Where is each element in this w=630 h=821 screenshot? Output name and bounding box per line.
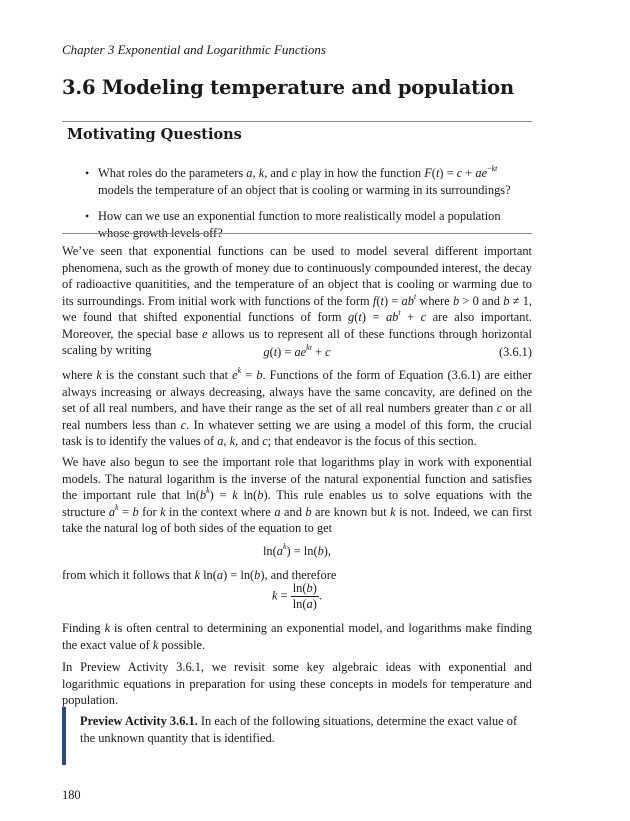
preview-activity-text	[80, 713, 520, 746]
paragraph-4: from which it follows that k ln(a) = ln(b), and therefore	[62, 568, 337, 582]
preview-activity-label: Preview Activity 3.6.1.	[80, 714, 198, 728]
preview-activity-box	[62, 707, 532, 765]
paragraph-6: In Preview Activity 3.6.1, we revisit some key algebraic ideas with exponential and logarithmic equations in preparation for using these concepts in models for temperature and population.	[62, 660, 532, 707]
paragraph-5: Finding k is often central to determining an exponential model, and logarithms make finding the exact value of k possible.	[62, 621, 532, 652]
bullet-icon: •	[85, 166, 90, 180]
list-item: • How can we use an exponential function to more realistically model a population whose growth levels off?	[85, 209, 501, 240]
motivating-questions-list	[62, 165, 532, 241]
preview-accent-bar	[62, 707, 66, 765]
motivating-questions-title: Motivating Questions	[67, 126, 242, 143]
preview-activity-body: In each of the following situations, determine the exact value of the unknown quantity that is identified.	[80, 714, 518, 745]
fraction: $\frac{\ln(b)}{\ln(a)}$	[292, 581, 317, 611]
page-number: 180	[62, 788, 81, 802]
paragraph-1: We’ve seen that exponential functions can be used to model several different important phenomena, such as the growth of money due to continuously compounded interest, the decay of radioactive quanitities, and the temperature of an object that is cooling or warming due to its surroundings. From initial work with functions of the form $f(t) = ab^t$ where b > 0 and b ≠ 1, we found that shifted exponential functions of form $g(t) = ab^t + c$ are also important. Moreover, the special base e allows us to represent all of these functions through horizontal scaling by writing	[62, 244, 533, 357]
list-item: • What roles do the parameters a, k, and c play in how the function $F(t) = c + ae^{-kt}$ models the temperature of an object that is cooling or warming in its surroundings?	[85, 164, 511, 197]
bullet-icon: •	[85, 209, 90, 223]
paragraph-2: where k is the constant such that $e^k = b$. Functions of the form of Equation (3.6.1) are either always increasing or always decreasing, always have the same concavity, are defined on the set of all real numbers, and have their range as the set of all real numbers greater than c or all real numbers less than c. In whatever setting we are using a model of this form, the crucial task is to identify the values of a, k, and c; that endeavor is the focus of this section.	[62, 366, 532, 448]
bottom-rule	[62, 233, 532, 234]
equation-body: k = $\frac{\ln(b)}{\ln(a)}$ .	[272, 581, 322, 611]
paragraph-3: We have also begun to see the important role that logarithms play in work with exponential models. The natural logarithm is the inverse of the natural exponential function and satisfies the important rule that $\ln(b^k) = k$ ln(b). This rule enables us to solve equations with the structure $a^k = b$ for k in the context where a and b are known but k is not. Indeed, we can first take the natural log of both sides of the equation to get	[62, 455, 532, 535]
equation-k	[62, 581, 532, 617]
equation-number: (3.6.1)	[498, 345, 532, 359]
top-rule	[62, 121, 532, 122]
equation-ln	[62, 544, 532, 562]
motivating-questions-box	[62, 121, 532, 251]
section-title: 3.6 Modeling temperature and population	[62, 76, 514, 99]
equation-body: $\ln(a^k) = \ln(b)$,	[262, 542, 332, 558]
equation-3-6-1	[62, 345, 532, 363]
running-head: Chapter 3 Exponential and Logarithmic Functions	[62, 42, 326, 57]
equation-body: $g(t) = ae^{kt} + c$	[263, 343, 331, 359]
